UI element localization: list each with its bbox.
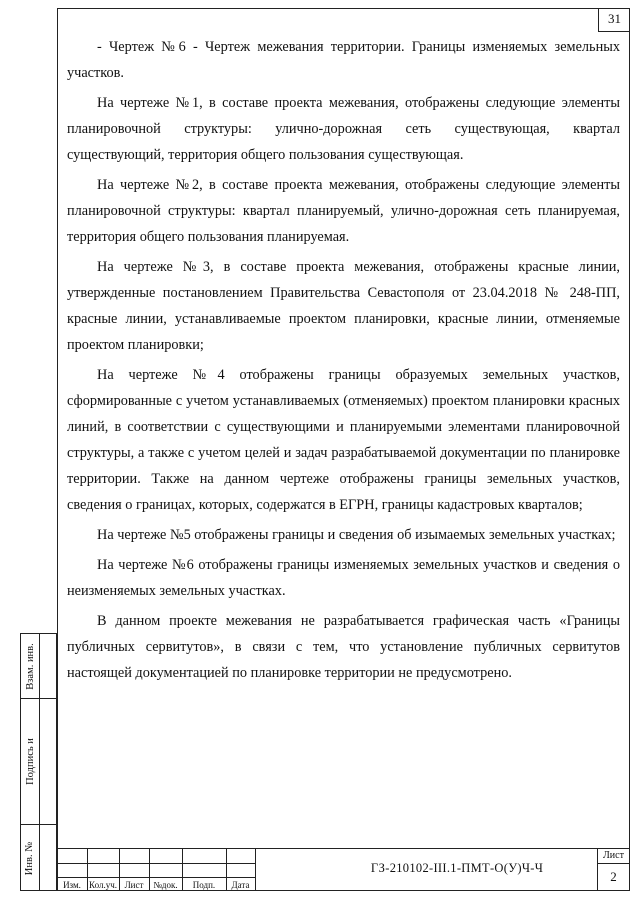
document-body	[67, 34, 620, 690]
podpis-label: Подпись и	[24, 737, 36, 785]
paragraph-6: На чертеже №5 отображены границы и сведения об изымаемых земельных участках;	[97, 527, 616, 543]
paragraph-1: - Чертеж №6 - Чертеж межевания территории. Границы изменяемых земельных участков.	[67, 39, 620, 81]
vzam-inv-label: Взам. инв.	[24, 642, 36, 690]
inv-number-label: Инв. №	[24, 841, 36, 875]
paragraph-7: На чертеже №6 отображены границы изменяемых земельных участков и сведения о неизменяемых земельных участках.	[67, 557, 620, 599]
tb-divider	[255, 849, 256, 891]
header-kol-uch: Кол.уч.	[89, 880, 117, 890]
header-podp: Подп.	[192, 880, 216, 890]
header-list: Лист	[124, 880, 144, 890]
header-izm: Изм.	[63, 880, 81, 890]
tb-divider	[57, 877, 255, 878]
page-number: 31	[598, 8, 630, 32]
paragraph-5: На чертеже №4 отображены границы образуемых земельных участков, сформированные с учетом устанавливаемых (отменяемых) проектом планировки красных линий, в соответствии с существующими и планируемыми элементами планировочной структуры, а также с учетом целей и задач разрабатываемой документации по планировке территории. Также на данном чертеже отображены границы земельных участков, сведения о границах, которых, содержатся в ЕГРН, границы кадастровых кварталов;	[67, 367, 620, 513]
side-stamp-strip	[20, 633, 57, 891]
sheet-label: Лист	[603, 850, 624, 861]
header-data: Дата	[231, 880, 250, 890]
paragraph-3: На чертеже №2, в составе проекта межевания, отображены следующие элементы планировочной структуры: квартал планируемый, улично-дорожная сеть планируемая, территория общего пользования планируемая.	[67, 177, 620, 245]
tb-divider	[57, 863, 255, 864]
paragraph-4: На чертеже №3, в составе проекта межевания, отображены красные линии, утвержденные постановлением Правительства Севастополя от 23.04.2018 № 248-ПП, красные линии, устанавливаемые проектом планировки, красные линии, отменяемые проектом планировки;	[67, 259, 620, 353]
document-code: ГЗ-210102-III.1-ПМТ-О(У)Ч-Ч	[370, 861, 544, 875]
paragraph-2: На чертеже №1, в составе проекта межевания, отображены следующие элементы планировочной структуры: улично-дорожная сеть существующая, квартал существующий, территория общего пользования существующая.	[67, 95, 620, 163]
paragraph-8: В данном проекте межевания не разрабатывается графическая часть «Границы публичных сервитутов», в связи с тем, что установление публичных сервитутов настоящей документацией по планировке территории не предусмотрено.	[67, 613, 620, 681]
header-n-dok: №док.	[153, 880, 178, 890]
title-block	[57, 848, 630, 891]
sheet-number: 2	[610, 869, 617, 884]
